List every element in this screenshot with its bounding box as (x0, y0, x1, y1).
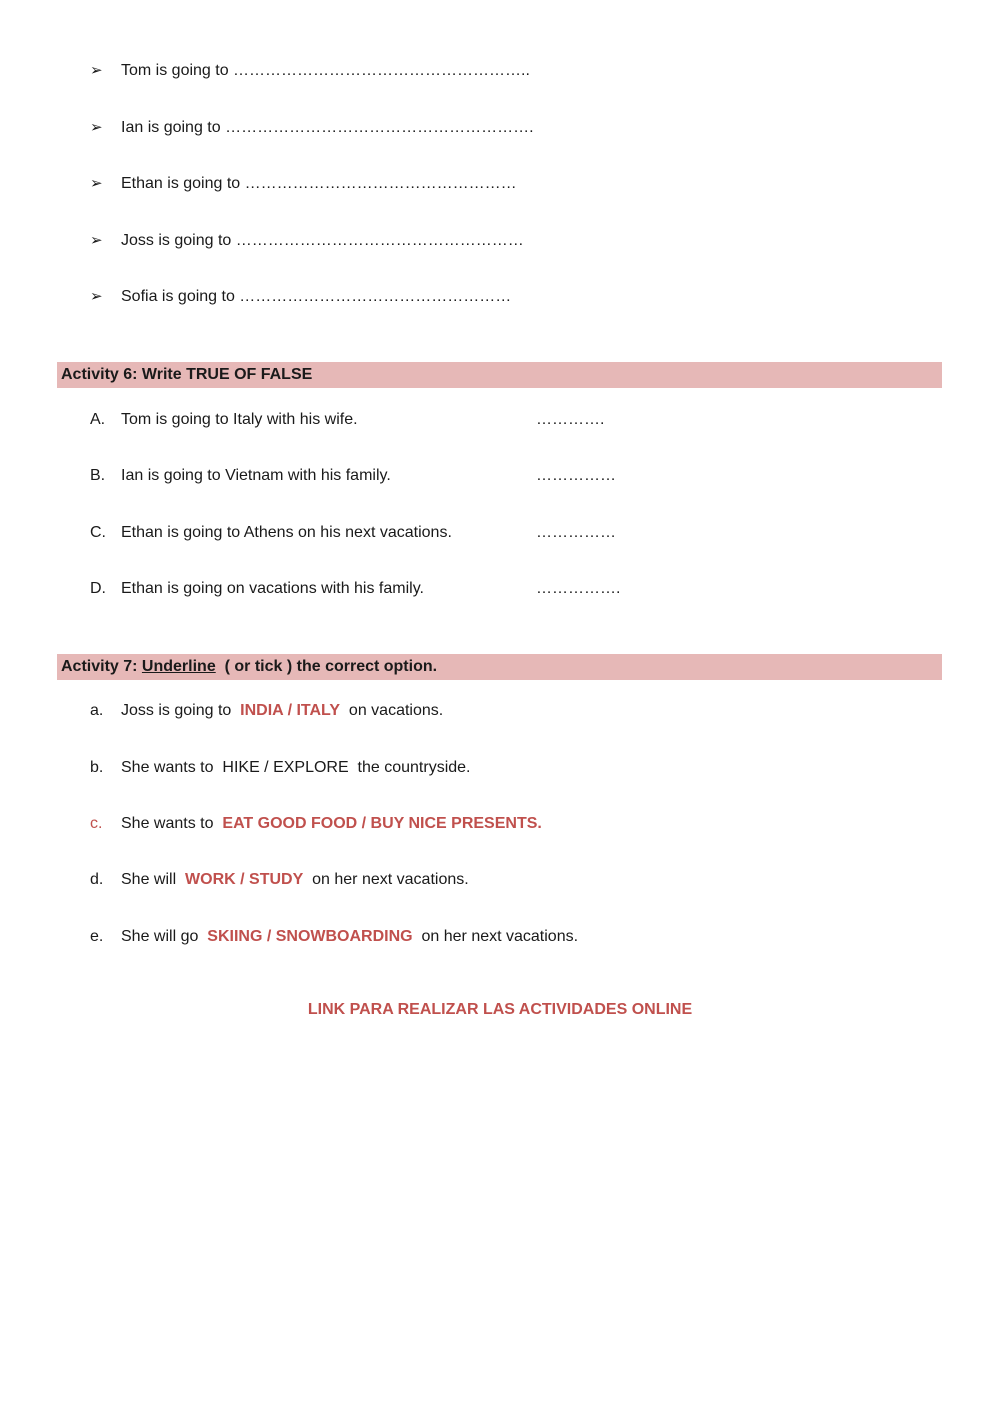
item-text-before: She wants to (121, 815, 223, 832)
activity-7-title (61, 654, 437, 680)
arrow-bullet-icon: ➢ (90, 232, 103, 249)
item-marker: a. (90, 702, 104, 719)
activity-7-header (57, 654, 942, 680)
item-marker: e. (90, 928, 104, 945)
list-item-text: Tom is going to ……………………………………………….. (121, 62, 530, 79)
arrow-bullet-icon: ➢ (90, 62, 103, 79)
activity-6-title: Activity 6: Write TRUE OF FALSE (61, 366, 313, 383)
item-text (121, 812, 542, 836)
option-choices[interactable]: SKIING / SNOWBOARDING (207, 928, 413, 945)
item-text-before[interactable]: She wants to HIKE / EXPLORE the countryside. (121, 759, 471, 776)
item-text-after: on her next vacations. (412, 928, 579, 945)
option-item (0, 925, 1000, 949)
option-item (0, 868, 1000, 892)
activity-7-title-prefix: Activity 7: (61, 658, 142, 675)
true-false-item (0, 408, 1000, 432)
true-false-item (0, 521, 1000, 545)
item-text (121, 868, 469, 892)
list-item (0, 59, 1000, 83)
true-false-item (0, 464, 1000, 488)
list-item-text: Joss is going to ……………………………………………… (121, 232, 524, 249)
option-choices[interactable]: WORK / STUDY (185, 871, 304, 888)
arrow-bullet-icon: ➢ (90, 119, 103, 136)
option-item (0, 812, 1000, 836)
activity-7-title-underlined: Underline (141, 658, 216, 675)
list-item-text: Sofia is going to …………………………………………… (121, 288, 512, 305)
item-marker: D. (90, 580, 106, 597)
item-marker: c. (90, 815, 103, 832)
item-text-before: Joss is going to (121, 702, 241, 719)
item-text-before: She will go (121, 928, 208, 945)
arrow-bullet-icon: ➢ (90, 175, 103, 192)
activity-6-header (57, 362, 942, 388)
item-text-after: on her next vacations. (303, 871, 469, 888)
list-item (0, 229, 1000, 253)
item-text: Tom is going to Italy with his wife. (121, 411, 358, 428)
option-choices[interactable]: EAT GOOD FOOD / BUY NICE PRESENTS. (222, 815, 542, 832)
item-text: Ethan is going on vacations with his family. (121, 580, 424, 597)
item-text-before: She will (121, 871, 186, 888)
answer-blank[interactable]: ……………. (536, 580, 621, 597)
list-item (0, 116, 1000, 140)
option-choices[interactable]: INDIA / ITALY (240, 702, 341, 719)
item-marker: B. (90, 467, 106, 484)
answer-blank[interactable]: …………… (536, 467, 616, 484)
item-text: Ian is going to Vietnam with his family. (121, 467, 391, 484)
option-item (0, 699, 1000, 723)
list-item-text: Ian is going to …………………………………………………. (121, 119, 534, 136)
online-activities-link[interactable]: LINK PARA REALIZAR LAS ACTIVIDADES ONLINE (307, 1001, 693, 1018)
item-marker: b. (90, 759, 104, 776)
item-text (121, 925, 578, 949)
item-text-after: on vacations. (340, 702, 444, 719)
answer-blank[interactable]: …………… (536, 524, 616, 541)
true-false-item (0, 577, 1000, 601)
item-text (121, 699, 443, 723)
activity-7-title-suffix: ( or tick ) the correct option. (215, 658, 438, 675)
list-item (0, 285, 1000, 309)
list-item (0, 172, 1000, 196)
option-item (0, 756, 1000, 780)
item-marker: C. (90, 524, 106, 541)
answer-blank[interactable]: …………. (536, 411, 605, 428)
list-item-text: Ethan is going to …………………………………………… (121, 175, 517, 192)
item-marker: d. (90, 871, 104, 888)
item-marker: A. (90, 411, 106, 428)
arrow-bullet-icon: ➢ (90, 288, 103, 305)
item-text (121, 756, 471, 780)
item-text: Ethan is going to Athens on his next vacations. (121, 524, 452, 541)
